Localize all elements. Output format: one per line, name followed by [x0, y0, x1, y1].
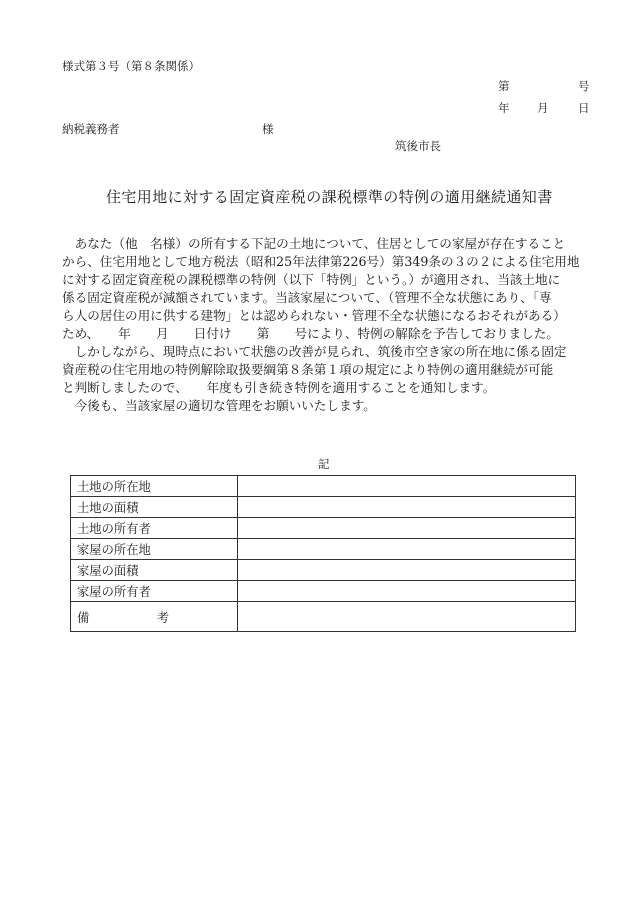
table-row	[71, 581, 576, 602]
remarks-char-1: 備	[77, 610, 90, 625]
table-row	[71, 497, 576, 518]
row-value[interactable]	[238, 560, 576, 581]
table-row	[71, 539, 576, 560]
remarks-label	[71, 602, 238, 632]
record-heading: 記	[318, 457, 330, 471]
row-label: 家屋の面積	[71, 560, 238, 581]
row-label: 土地の所有者	[71, 518, 238, 539]
table-row	[71, 518, 576, 539]
paragraph-3-line: 今後も、当該家屋の適切な管理をお願いいたします。	[62, 398, 376, 413]
issuer-name: 筑後市長	[395, 139, 441, 153]
paragraph-2	[62, 343, 590, 397]
date-year: 年	[498, 101, 510, 115]
remarks-value[interactable]	[238, 602, 576, 632]
paragraph-1	[62, 235, 590, 343]
paragraph-2-line: しかしながら、現時点において状態の改善が見られ、筑後市空き家の所在地に係る固定	[62, 344, 567, 359]
date-month: 月	[537, 101, 549, 115]
row-value[interactable]	[238, 476, 576, 497]
form-number: 様式第３号（第８条関係）	[62, 59, 200, 73]
document-number-label: 第	[498, 79, 510, 93]
row-value[interactable]	[238, 497, 576, 518]
table-row	[71, 476, 576, 497]
remarks-char-2: 考	[156, 610, 169, 625]
row-label: 土地の所在地	[71, 476, 238, 497]
paragraph-1-line: に対する固定資産税の課税標準の特例（以下「特例」という。）が適用され、当該土地に	[62, 272, 561, 287]
date-day: 日	[578, 101, 590, 115]
taxpayer-honorific: 様	[262, 122, 274, 136]
paragraph-2-line: 資産税の住宅用地の特例解除取扱要綱第８条第１項の規定により特例の適用継続が可能	[62, 362, 554, 377]
row-value[interactable]	[238, 539, 576, 560]
paragraph-2-line: と判断しましたので、 年度も引き続き特例を適用することを通知します。	[62, 380, 496, 395]
paragraph-1-line: から、住宅用地として地方税法（昭和25年法律第226号）第349条の３の２による住宅用地	[62, 254, 580, 269]
row-value[interactable]	[238, 518, 576, 539]
row-label: 土地の面積	[71, 497, 238, 518]
row-label: 家屋の所在地	[71, 539, 238, 560]
row-label: 家屋の所有者	[71, 581, 238, 602]
record-table	[70, 475, 576, 632]
paragraph-1-line: 係る固定資産税が減額されています。当該家屋について、（管理不全な状態にあり、「専	[62, 290, 552, 305]
paragraph-3	[62, 397, 590, 415]
paragraph-1-line: ため、 年 月 日付け 第 号により、特例の解除を予告しておりました。	[62, 326, 559, 341]
paragraph-1-line: あなた（他 名様）の所有する下記の土地について、住居としての家屋が存在すること	[62, 236, 566, 251]
taxpayer-label: 納税義務者	[62, 122, 120, 136]
paragraph-1-line: ら人の居住の用に供する建物」とは認められない・管理不全な状態になるおそれがある）	[62, 308, 566, 323]
document-title: 住宅用地に対する固定資産税の課税標準の特例の適用継続通知書	[106, 188, 553, 206]
row-value[interactable]	[238, 581, 576, 602]
table-row-remarks	[71, 602, 576, 632]
document-number-suffix: 号	[578, 79, 590, 93]
table-row	[71, 560, 576, 581]
